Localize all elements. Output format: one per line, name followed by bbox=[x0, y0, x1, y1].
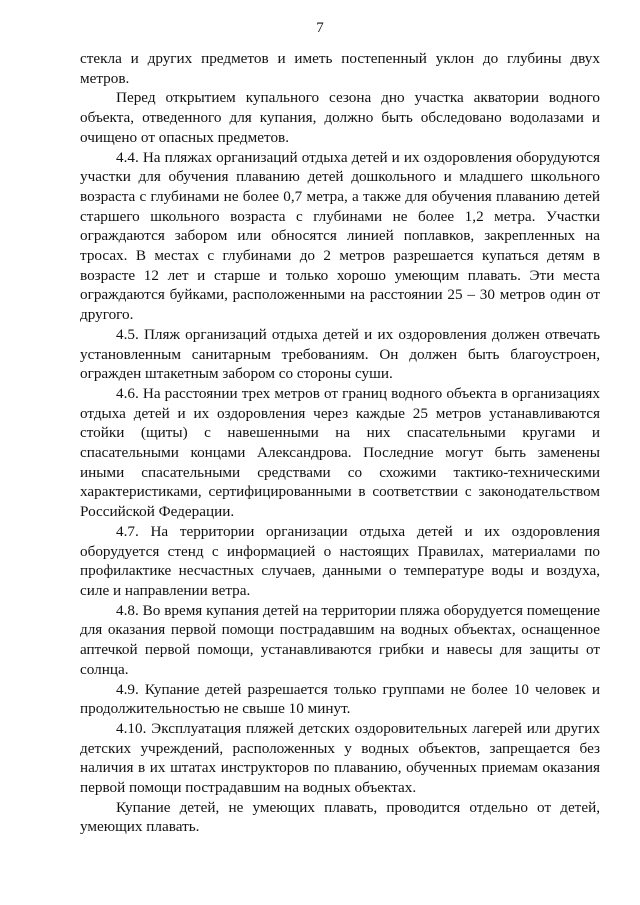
paragraph-4-5: 4.5. Пляж организаций отдыха детей и их оздоровления должен отвечать установленным санитарным требованиям. Он должен быть благоустроен, огражден штакетным забором со стороны суши. bbox=[80, 325, 600, 383]
paragraph-4-9: 4.9. Купание детей разрешается только группами не более 10 человек и продолжительностью не свыше 10 минут. bbox=[80, 680, 600, 718]
paragraph-continuation: стекла и других предметов и иметь постепенный уклон до глубины двух метров. bbox=[80, 50, 600, 87]
paragraph-4-4: 4.4. На пляжах организаций отдыха детей и их оздоровления оборудуются участки для обучения плаванию детей дошкольного и младшего школьного возраста с глубинами не более 0,7 метра, а также для обучения плаванию детей старшего школьного возраста с глубинами не более 1,2 метра. Участки ограждаются забором или обносятся линией поплавков, закрепленных на тросах. В местах с глубинами до 2 метров разрешается купаться детям в возрасте 12 лет и старше и только хорошо умеющим плавать. Эти места ограждаются буйками, расположенными на расстоянии 25 – 30 метров один от другого. bbox=[80, 148, 600, 324]
paragraph-4-8: 4.8. Во время купания детей на территории пляжа оборудуется помещение для оказания первой помощи пострадавшим на водных объектах, оснащенное аптечкой первой помощи, устанавливаются грибки и навесы для защиты от солнца. bbox=[80, 601, 600, 678]
paragraph-4-7: 4.7. На территории организации отдыха детей и их оздоровления оборудуется стенд с информацией о настоящих Правилах, материалами по профилактике несчастных случаев, данными о температуре воды и воздуха, силе и направлении ветра. bbox=[80, 522, 600, 599]
paragraph-4-10: 4.10. Эксплуатация пляжей детских оздоровительных лагерей или других детских учреждений, расположенных у водных объектов, запрещается без наличия в их штатах инструкторов по плаванию, обученных приемам оказания первой помощи пострадавшим на водных объектах. bbox=[80, 719, 600, 797]
page-number: 7 bbox=[316, 20, 324, 36]
paragraph-4-6: 4.6. На расстоянии трех метров от границ водного объекта в организациях отдыха детей и их оздоровления через каждые 25 метров устанавливаются стойки (щиты) с навешенными на них спасательными кругами и спасательными концами Александрова. Последние могут быть заменены иными спасательными средствами со схожими тактико-техническими характеристиками, сертифицированными в соответствии с законодательством Российской Федерации. bbox=[80, 384, 600, 521]
paragraph-non-swimmers: Купание детей, не умеющих плавать, проводится отдельно от детей, умеющих плавать. bbox=[80, 798, 600, 836]
paragraph-pre-season-inspection: Перед открытием купального сезона дно участка акватории водного объекта, отведенного для купания, должно быть обследовано водолазами и очищено от опасных предметов. bbox=[80, 89, 600, 146]
body-text bbox=[80, 49, 600, 837]
